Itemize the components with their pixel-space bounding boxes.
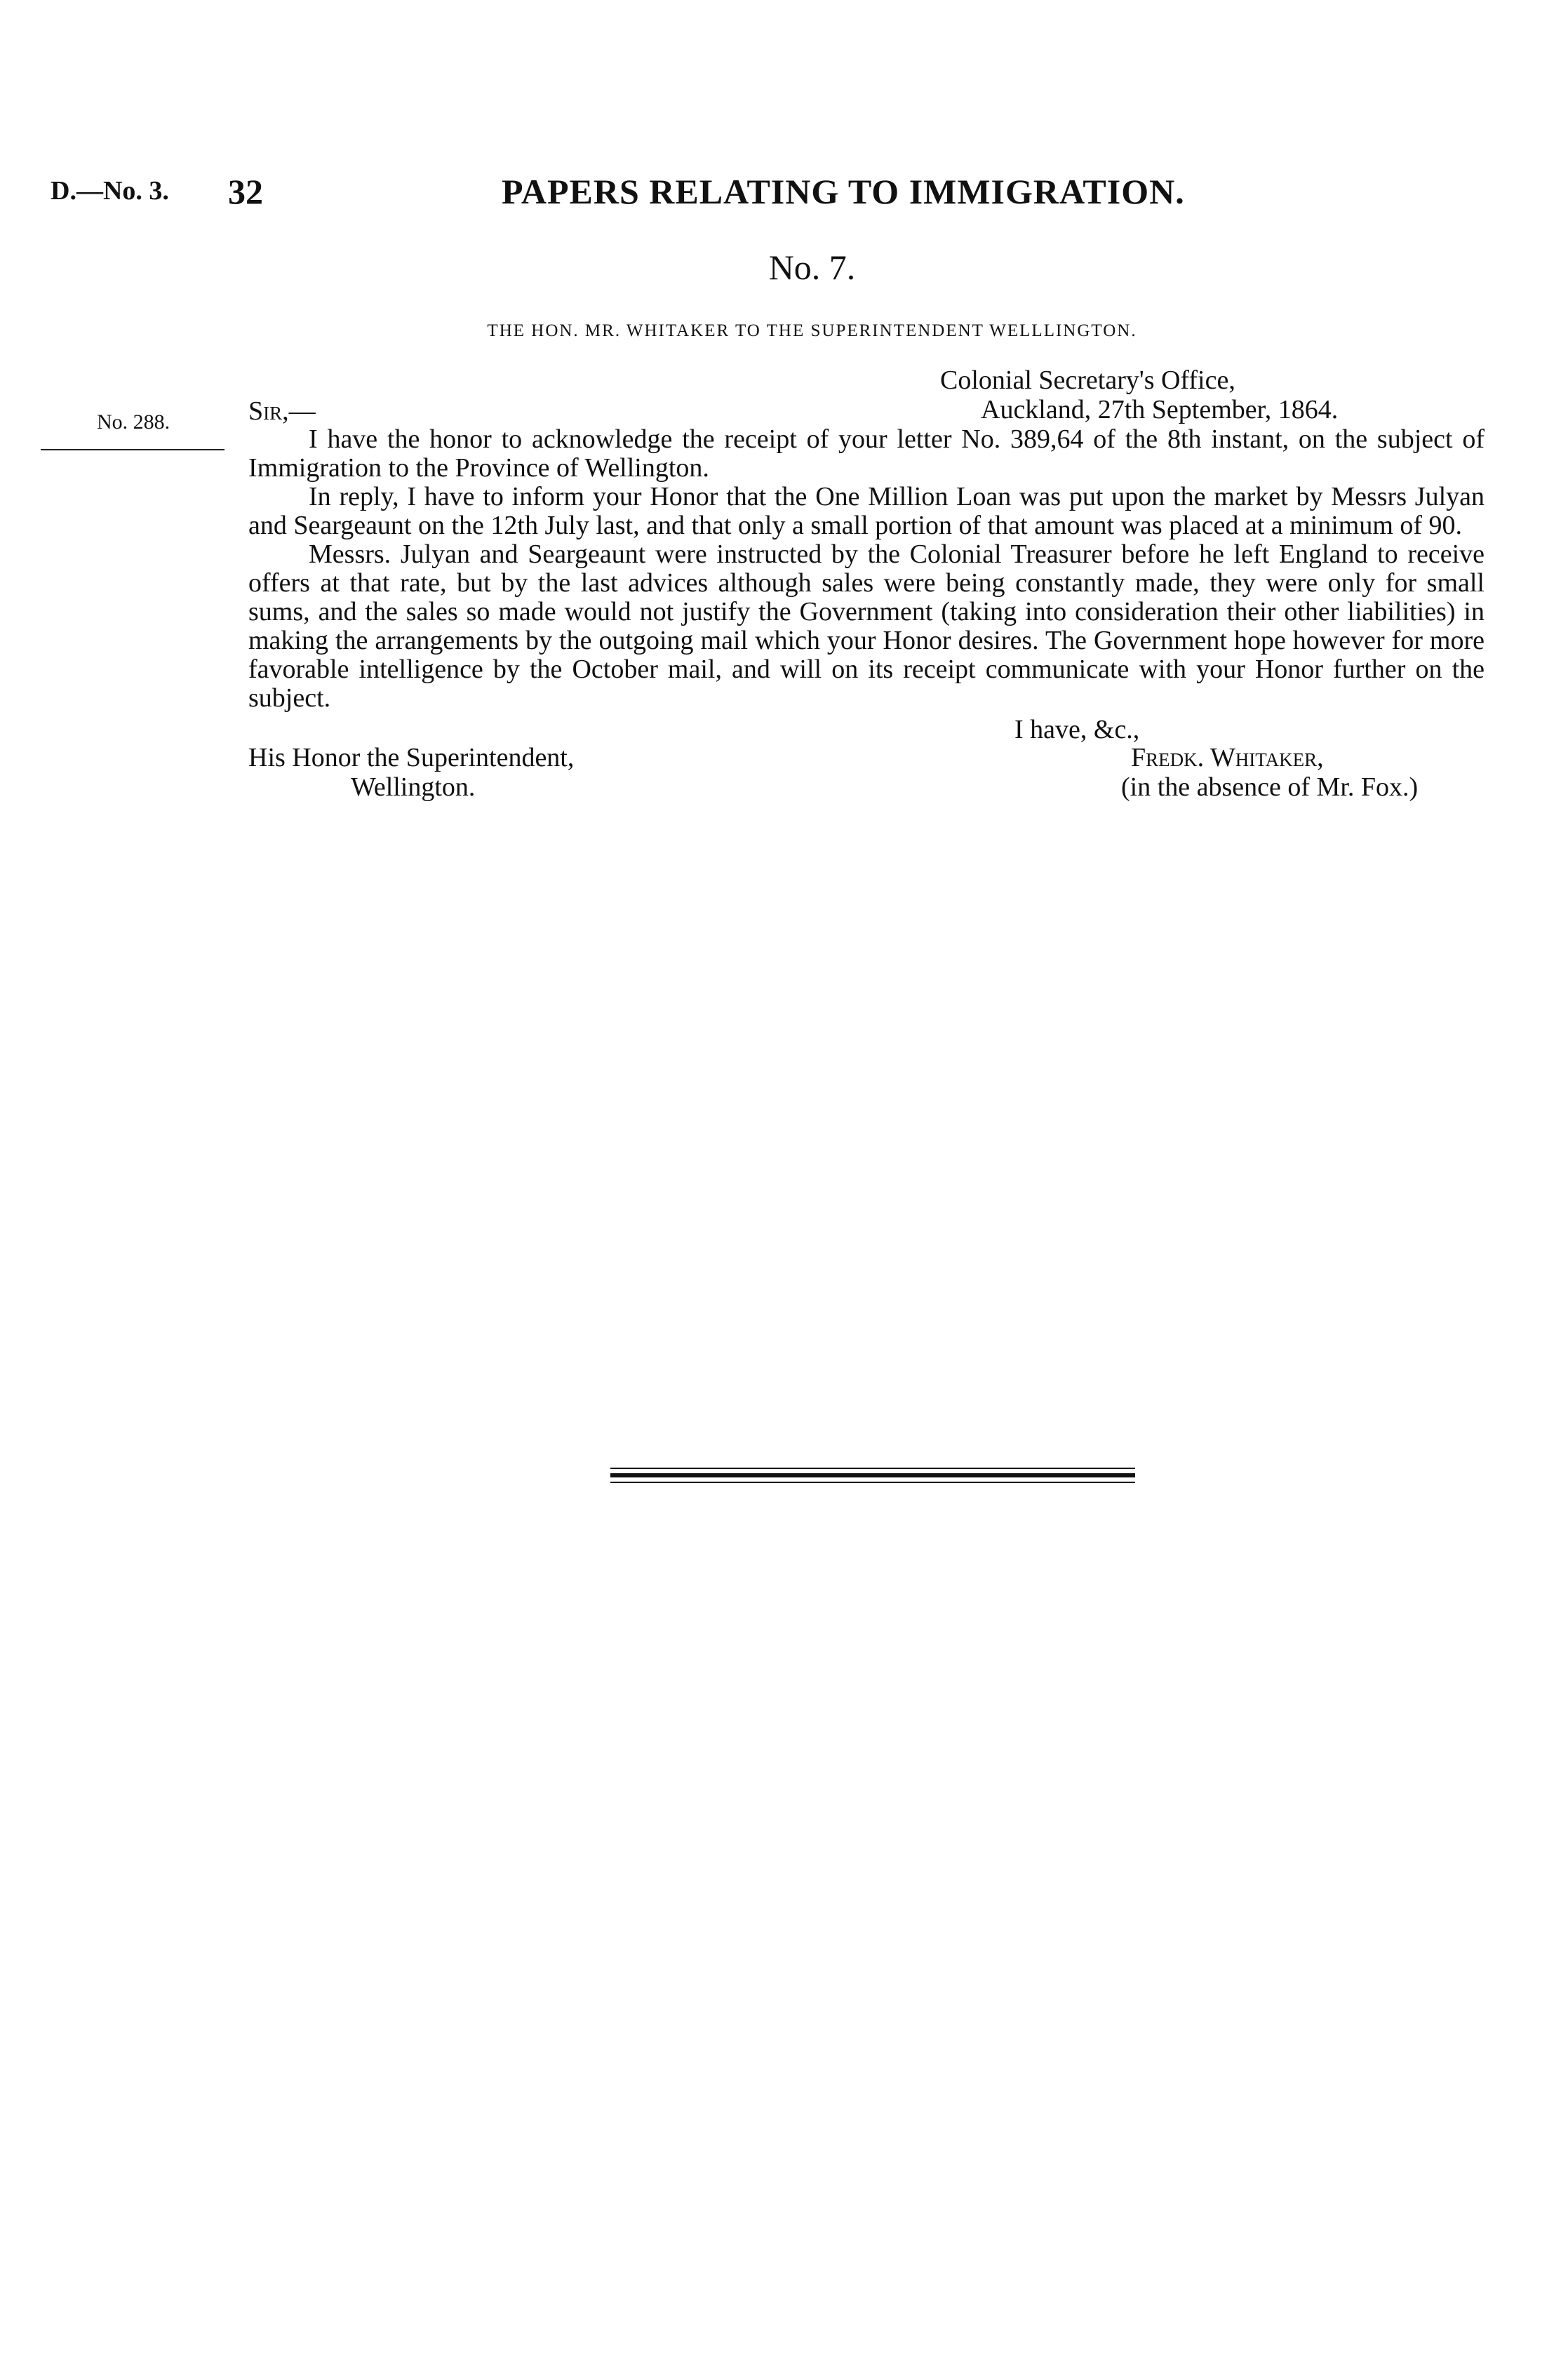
signature-note: (in the absence of Mr. Fox.)	[1121, 772, 1419, 802]
closing: I have, &c.,	[1014, 715, 1140, 744]
end-rule-bottom	[610, 1482, 1135, 1483]
paragraph: I have the honor to acknowledge the receipt of your letter No. 389,64 of the 8th instant, on the subject of Immigration to the Province of Wellington.	[248, 424, 1485, 483]
letter-heading-row	[0, 321, 1568, 341]
running-title: PAPERS RELATING TO IMMIGRATION.	[502, 172, 1185, 211]
page-number: 32	[228, 172, 263, 211]
margin-divider	[41, 449, 225, 450]
addressee-line-1: His Honor the Superintendent,	[248, 743, 575, 772]
margin-note: No. 288.	[97, 410, 170, 434]
place-date-line: Auckland, 27th September, 1864.	[981, 395, 1339, 424]
salutation: Sir,—	[248, 396, 316, 426]
office-line: Colonial Secretary's Office,	[940, 366, 1235, 395]
header-reference: D.—No. 3.	[51, 176, 169, 206]
document-number: No. 7.	[768, 248, 856, 287]
addressee-line-2: Wellington.	[351, 772, 476, 802]
signature: Fredk. Whitaker,	[1131, 743, 1324, 772]
letter-body	[248, 425, 1485, 713]
paragraph: In reply, I have to inform your Honor that the One Million Loan was put upon the market by Messrs Julyan and Seargeaunt on the 12th July last, and that only a small portion of that amount was placed at a minimum of 90.	[248, 482, 1485, 540]
letter-heading: THE HON. MR. WHITAKER TO THE SUPERINTENDENT WELLLINGTON.	[487, 321, 1137, 340]
end-rule-thick	[610, 1473, 1135, 1477]
document-number-row	[0, 247, 1568, 288]
paragraph: Messrs. Julyan and Seargeaunt were instructed by the Colonial Treasurer before he left England to receive offers at that rate, but by the last advices although sales were being constantly made, they were only for small sums, and the sales so made would not justify the Government (taking into consideration their other liabilities) in making the arrangements by the outgoing mail which your Honor desires. The Government hope however for more favorable intelligence by the October mail, and will on its receipt communicate with your Honor further on the subject.	[248, 539, 1485, 713]
end-rule-top	[610, 1468, 1135, 1469]
